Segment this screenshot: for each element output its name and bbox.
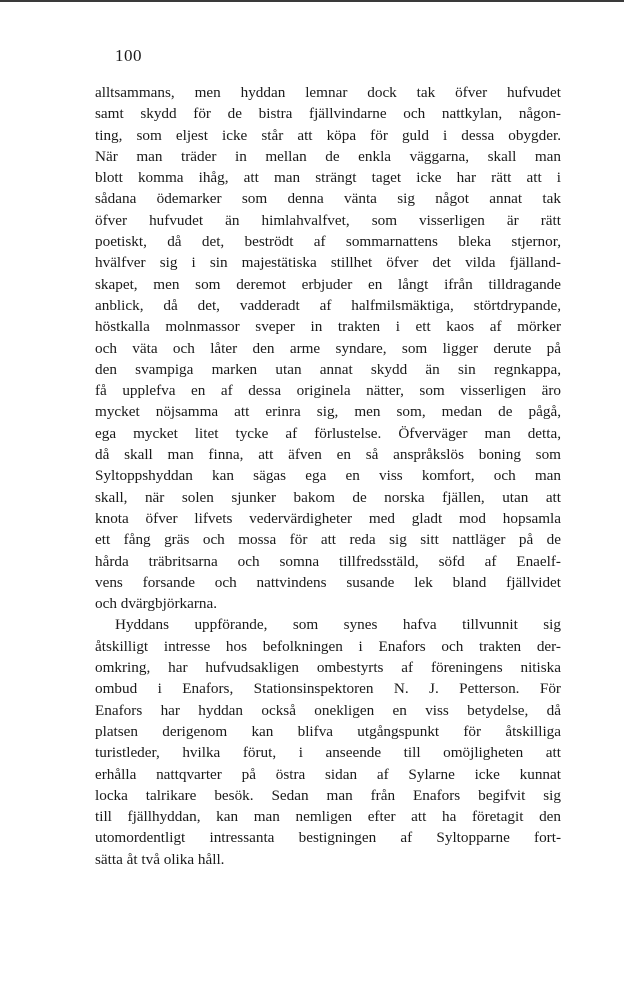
text-line: poetiskt, då det, beströdt af sommarnattens bleka stjernor, [95,233,561,251]
text-line: platsen derigenom kan blifva utgångspunkt för åtskilliga [95,722,561,740]
text-line: åtskilligt intresse hos befolkningen i Enafors och trakten der- [95,637,561,655]
text-line: alltsammans, men hyddan lemnar dock tak öfver hufvudet [95,84,561,101]
text-line: omkring, har hufvudsakligen ombestyrts af föreningens nitiska [95,659,561,677]
text-line: skall, när solen sjunker bakom de norska fjällen, utan att [95,488,561,506]
text-line: hvälfver sig i sin majestätiska stillhet öfver det vilda fjälland- [95,254,561,272]
text-line: sätta åt två olika håll. [95,850,225,868]
text-line: ett fång gräs och mossa för att reda sig sitt nattläger på de [95,531,561,549]
text-line: Hyddans uppförande, som synes hafva tillvunnit sig [115,616,561,634]
text-line: utomordentligt intressanta bestigningen af Syltopparne fort- [95,829,561,847]
text-line: erhålla nattqvarter på östra sidan af Sylarne icke kunnat [95,765,561,783]
text-line: Enafors har hyddan också onekligen en viss betydelse, då [95,701,561,719]
text-line: och väta och låter den arme syndare, som ligger derute på [95,339,561,357]
text-line: och dvärgbjörkarna. [95,595,218,613]
text-line: knota öfver lifvets vedervärdigheter med gladt mod hopsamla [95,509,561,527]
text-line: ting, som eljest icke står att köpa för guld i dessa obygder. [95,126,561,144]
text-line: mycket nöjsamma att erinra sig, men som, medan de pågå, [95,403,561,421]
text-line: turistleder, hvilka förut, i anseende till omöjligheten att [95,744,561,762]
text-line: den svampiga marken utan annat skydd än sin regnkappa, [95,360,561,378]
text-line: skapet, men som deremot erbjuder en långt ifrån tilldragande [95,275,561,293]
text-line: till fjällhyddan, kan man nemligen efter att ha företagit den [95,808,561,826]
text-line: hårda träbritsarna och somna tillfredsstäld, söfd af Enaelf- [95,552,561,570]
text-line: få upplefva en af dessa originela nätter, som visserligen äro [95,382,561,400]
text-line: När man träder in mellan de enkla väggarna, skall man [95,147,561,165]
text-line: höstkalla molnmassor sveper in trakten i ett kaos af mörker [95,318,561,336]
text-line: anblick, då det, vadderadt af halfmilsmäktiga, störtdrypande, [95,296,561,314]
text-line: samt skydd för de bistra fjällvindarne och nattkylan, någon- [95,105,561,123]
body-text [95,82,561,870]
text-line: locka talrikare besök. Sedan man från Enafors begifvit sig [95,786,561,804]
text-line: Syltoppshyddan kan sägas ega en viss komfort, och man [95,467,561,485]
text-line: ombud i Enafors, Stationsinspektoren N. J. Petterson. För [95,680,561,698]
text-line: blott komma ihåg, att man strängt taget icke har rätt att i [95,169,561,187]
text-line: öfver hufvudet än himlahvalfvet, som visserligen är rätt [95,211,561,229]
page-number: 100 [115,46,142,65]
text-line: ega mycket litet tycke af förlustelse. Öfverväger man detta, [95,424,561,442]
text-line: sådana ödemarker som denna vänta sig något annat tak [95,190,561,208]
text-line: vens forsande och nattvindens susande lek bland fjällvidet [95,573,561,591]
page-top-rule [0,0,624,2]
text-line: då skall man finna, att äfven en så anspråkslös boning som [95,446,561,464]
